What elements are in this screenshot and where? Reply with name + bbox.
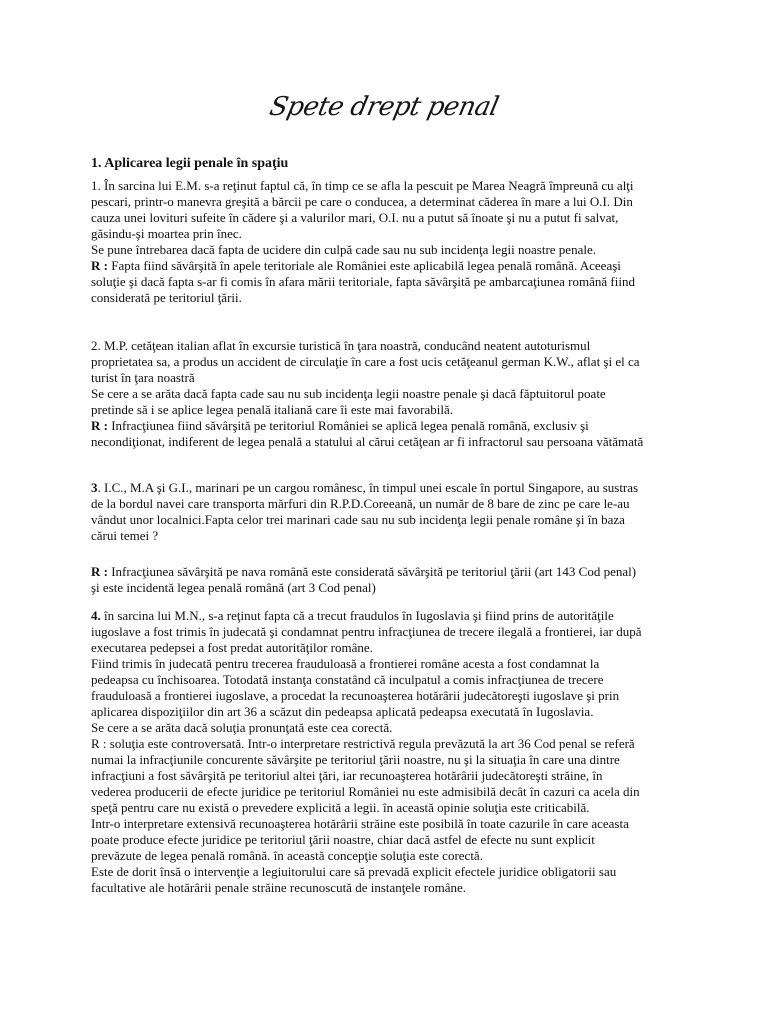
answer-line	[91, 290, 680, 306]
case-line	[91, 640, 680, 656]
case-line-text: speţă pentru care nu există o prevedere explicită a legii. în această opinie soluţia este criticabilă.	[91, 800, 590, 815]
case-line	[91, 242, 680, 258]
answer-label: R :	[91, 258, 108, 273]
case-line-text: R : soluţia este controversată. Intr-o interpretare restrictivă regula prevăzută la art 36 Cod penal se referă	[91, 736, 635, 751]
case-3	[91, 480, 680, 544]
answer-line-text: soluţie şi dacă fapta s-ar fi comis în afara mării teritoriale, fapta săvârşită pe ambarcaţiunea română fiind	[91, 274, 635, 289]
case-line-text: turist în ţara noastră	[91, 370, 195, 385]
answer-line-text: şi este incidentă legea penală română (art 3 Cod penal)	[91, 580, 376, 595]
case-number: 2.	[91, 338, 101, 353]
case-number: 3	[91, 480, 98, 495]
case-line-text: frauduloasă a frontierei iugoslave, a procedat la recunoaşterea hotărârii judecătoreşti iugoslave şi prin	[91, 688, 620, 703]
case-line	[91, 178, 680, 194]
case-2	[91, 338, 680, 450]
case-line-text: vândut unor localnici.Fapta celor trei marinari cade sau nu sub incidenţa legii penale române şi în baza	[91, 512, 625, 527]
case-line	[91, 210, 680, 226]
case-line-text: de la bordul navei care transporta mărfuri din R.P.D.Coreeană, un număr de 8 bare de zinc pe care le-au	[91, 496, 630, 511]
answer-line	[91, 274, 680, 290]
case-line	[91, 704, 680, 720]
case-line-text: vederea producerii de efecte juridice pe teritoriul României nu este admisibilă decât în cazuri ca acela din	[91, 784, 640, 799]
case-line-text: cărui temei ?	[91, 528, 159, 543]
answer-line-text: Infracţiunea săvârşită pe nava română este considerată săvârşită pe teritoriul ţării (art 143 Cod penal)	[111, 564, 637, 579]
case-line-text: în sarcina lui M.N., s-a reţinut fapta că a trecut fraudulos în Iugoslavia şi fiind prins de autorităţile	[104, 608, 614, 623]
case-line	[91, 338, 680, 354]
case-line-text: . I.C., M.A şi G.I., marinari pe un cargou românesc, în timpul unei escale în portul Singapore, au sustras	[97, 480, 639, 495]
case-number: 1.	[91, 178, 101, 193]
case-line	[91, 402, 680, 418]
case-line-text: Se cere a se arăta dacă fapta cade sau nu sub incidenţa legii noastre penale şi dacă făptuitorul poate	[91, 386, 606, 401]
case-line	[91, 528, 680, 544]
case-line	[91, 512, 680, 528]
document-title: Spete drept penal	[266, 92, 502, 122]
case-line-text: infracţiuni a fost săvârşită pe teritoriul altei ţări, iar recunoaşterea hotărârii judecătoreşti străine, în	[91, 768, 603, 783]
case-line-text: Fiind trimis în judecată pentru trecerea frauduloasă a frontierei române acesta a fost condamnat la	[91, 656, 600, 671]
case-number: 4.	[91, 608, 101, 623]
case-line	[91, 832, 680, 848]
case-4	[91, 608, 680, 896]
answer-label: R :	[91, 418, 108, 433]
answer-line	[91, 434, 680, 450]
answer-line-text: Fapta fiind săvârşită în apele teritoriale ale României este aplicabilă legea penală română. Aceeaşi	[111, 258, 621, 273]
answer-label: R :	[91, 564, 108, 579]
case-line-text: pretinde să i se aplice legea penală italiană care îi este mai favorabilă.	[91, 402, 454, 417]
case-line-text: aplicarea dispoziţiilor din art 36 a scăzut din pedeapsa aplicată pedeapsa executată în Iugoslavia.	[91, 704, 594, 719]
case-line-text: M.P. cetăţean italian aflat în excursie turistică în ţara noastră, conducând neatent autoturismul	[104, 338, 591, 353]
case-line	[91, 768, 680, 784]
case-line-text: Se cere a se arăta dacă soluţia pronunţată este cea corectă.	[91, 720, 393, 735]
case-line	[91, 688, 680, 704]
case-1	[91, 178, 680, 306]
section-heading: 1. Aplicarea legii penale în spaţiu	[91, 156, 289, 171]
case-line	[91, 608, 680, 624]
case-line	[91, 672, 680, 688]
case-line	[91, 816, 680, 832]
case-line	[91, 370, 680, 386]
case-line	[91, 864, 680, 880]
case-line	[91, 226, 680, 242]
case-line	[91, 880, 680, 896]
case-line	[91, 848, 680, 864]
case-line	[91, 720, 680, 736]
answer-line	[91, 418, 680, 434]
case-line	[91, 784, 680, 800]
case-line-text: iugoslave a fost trimis în judecată şi condamnat pentru infracţiunea de trecere ilegală a frontierei, iar după	[91, 624, 642, 639]
answer-line	[91, 258, 680, 274]
case-line	[91, 354, 680, 370]
answer-line-text: considerată pe teritoriul ţării.	[91, 290, 242, 305]
answer-line	[91, 580, 680, 596]
case-line	[91, 752, 680, 768]
case-line-text: prevăzute de legea penală română. în această concepţie soluţia este corectă.	[91, 848, 483, 863]
case-line-text: facultative ale hotărârii penale străine recunoscută de instanţele române.	[91, 880, 467, 895]
answer-line-text: Infracţiunea fiind săvârşită pe teritoriul României se aplică legea penală română, exclusiv şi	[111, 418, 589, 433]
case-line	[91, 386, 680, 402]
case-line-text: pescari, printr-o manevra greşită a bărcii pe care o conducea, a determinat căderea în mare a lui O.I. Din	[91, 194, 633, 209]
answer-line	[91, 564, 680, 580]
case-line-text: numai la infracţiunile concurente săvârşite pe teritoriul ţării noastre, nu şi la situaţia în care una dintre	[91, 752, 620, 767]
case-line-text: executarea pedepsei a fost predat autorităţilor române.	[91, 640, 373, 655]
case-line	[91, 656, 680, 672]
case-line	[91, 480, 680, 496]
case-line-text: Este de dorit însă o intervenţie a legiuitorului care să prevadă explicit efectele juridice obligatorii sau	[91, 864, 617, 879]
case-line-text: Intr-o interpretare extensivă recunoaşterea hotărârii străine este posibilă în toate cazurile în care aceasta	[91, 816, 629, 831]
case-line	[91, 624, 680, 640]
case-line	[91, 496, 680, 512]
case-line	[91, 736, 680, 752]
case-line	[91, 194, 680, 210]
case-line-text: pedeapsa cu închisoarea. Totodată instanţa constatând că inculpatul a comis infracţiunea de trecere	[91, 672, 604, 687]
answer-line-text: necondiţionat, indiferent de legea penală a statului al cărui cetăţean ar fi infractorul sau persoana vătămată	[91, 434, 644, 449]
case-line-text: cauza unei lovituri sufeite în cădere şi a valurilor mari, O.I. nu a putut să înoate şi nu a putut fi salvat,	[91, 210, 619, 225]
case-3-answer	[91, 564, 680, 596]
case-line-text: poate produce efecte juridice pe teritoriul ţării noastre, chiar dacă astfel de efecte nu sunt explicit	[91, 832, 595, 847]
case-line-text: În sarcina lui E.M. s-a reţinut faptul că, în timp ce se afla la pescuit pe Marea Neagră împreună cu alţi	[104, 178, 634, 193]
case-line-text: proprietatea sa, a produs un accident de circulaţie în care a fost ucis cetăţeanul german K.W., aflat şi el ca	[91, 354, 640, 369]
case-line	[91, 800, 680, 816]
case-line-text: Se pune întrebarea dacă fapta de ucidere din culpă cade sau nu sub incidenţa legii noastre penale.	[91, 242, 596, 257]
case-line-text: găsindu-şi moartea prin înec.	[91, 226, 242, 241]
